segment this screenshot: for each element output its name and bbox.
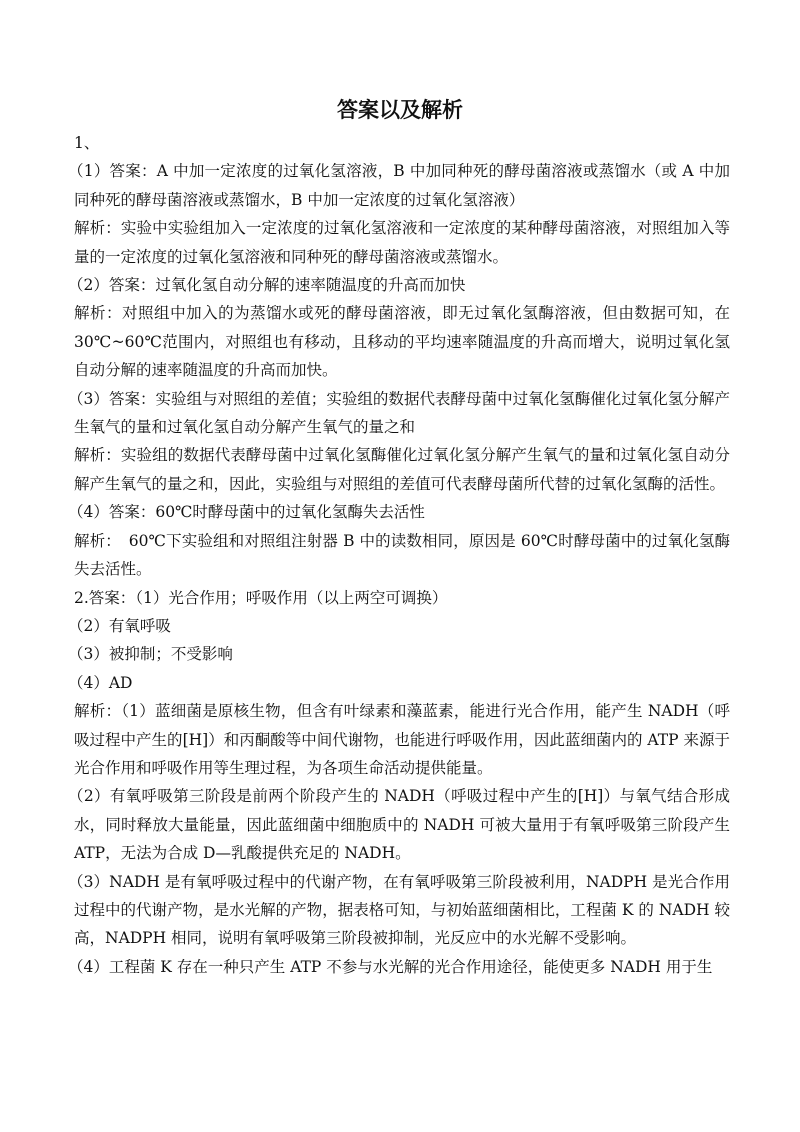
q2-answer-part3: （3）被抑制；不受影响	[68, 645, 233, 664]
answer-content	[68, 129, 730, 981]
q1-part1-answer: （1）答案：A 中加一定浓度的过氧化氢溶液，B 中加同种死的酵母菌溶液或蒸馏水（或 A 中加同种死的酵母菌溶液或蒸馏水，B 中加一定浓度的过氧化氢溶液）	[68, 162, 730, 209]
q2-explanation-part3: （3）NADH 是有氧呼吸过程中的代谢产物，在有氧呼吸第三阶段被利用，NADPH 是光合作用过程中的代谢产物，是水光解的产物，据表格可知，与初始蓝细菌相比，工程菌 K 的 NADH 较高，NADPH 相同，说明有氧呼吸第三阶段被抑制，光反应中的水光解不受影响。	[68, 872, 730, 948]
q2-answer-part2: （2）有氧呼吸	[68, 616, 171, 635]
q2-explanation-part4: （4）工程菌 K 存在一种只产生 ATP 不参与水光解的光合作用途径，能使更多 NADH 用于生	[68, 957, 713, 976]
q1-part4-answer: （4）答案：60℃时酵母菌中的过氧化氢酶失去活性	[68, 503, 425, 522]
q1-part4-explanation: 解析： 60℃下实验组和对照组注射器 B 中的读数相同，原因是 60℃时酵母菌中的过氧化氢酶失去活性。	[74, 531, 730, 579]
q2-answer-part1: 2.答案：（1）光合作用；呼吸作用（以上两空可调换）	[74, 588, 448, 607]
q2-explanation-part2: （2）有氧呼吸第三阶段是前两个阶段产生的 NADH（呼吸过程中产生的[H]）与氧气结合形成水，同时释放大量能量，因此蓝细菌中细胞质中的 NADH 可被大量用于有氧呼吸第三阶段产生 ATP，无法为合成 D—乳酸提供充足的 NADH。	[68, 787, 730, 863]
q2-explanation-part1: 解析：（1）蓝细菌是原核生物，但含有叶绿素和藻蓝素，能进行光合作用，能产生 NADH（呼吸过程中产生的[H]）和丙酮酸等中间代谢物，也能进行呼吸作用，因此蓝细菌内的 ATP 来源于光合作用和呼吸作用等生理过程，为各项生命活动提供能量。	[74, 702, 730, 777]
q1-part1-explanation: 解析：实验中实验组加入一定浓度的过氧化氢溶液和一定浓度的某种酵母菌溶液，对照组加入等量的一定浓度的过氧化氢溶液和同种死的酵母菌溶液或蒸馏水。	[74, 219, 730, 266]
q1-part3-answer: （3）答案：实验组与对照组的差值；实验组的数据代表酵母菌中过氧化氢酶催化过氧化氢分解产生氧气的量和过氧化氢自动分解产生氧气的量之和	[68, 389, 730, 437]
question-1-number: 1、	[74, 134, 100, 152]
page-title: 答案以及解析	[337, 98, 463, 122]
q2-answer-part4: （4）AD	[68, 673, 133, 692]
q1-part2-explanation: 解析：对照组中加入的为蒸馏水或死的酵母菌溶液，即无过氧化氢酶溶液，但由数据可知，在 30℃~60℃范围内，对照组也有移动，且移动的平均速率随温度的升高而增大，说明过氧化氢自动分解的速率随温度的升高而加快。	[74, 304, 730, 380]
q1-part3-explanation: 解析：实验组的数据代表酵母菌中过氧化氢酶催化过氧化氢分解产生氧气的量和过氧化氢自动分解产生氧气的量之和，因此，实验组与对照组的差值可代表酵母菌所代替的过氧化氢酶的活性。	[74, 446, 730, 493]
q1-part2-answer: （2）答案：过氧化氢自动分解的速率随温度的升高而加快	[68, 276, 466, 295]
